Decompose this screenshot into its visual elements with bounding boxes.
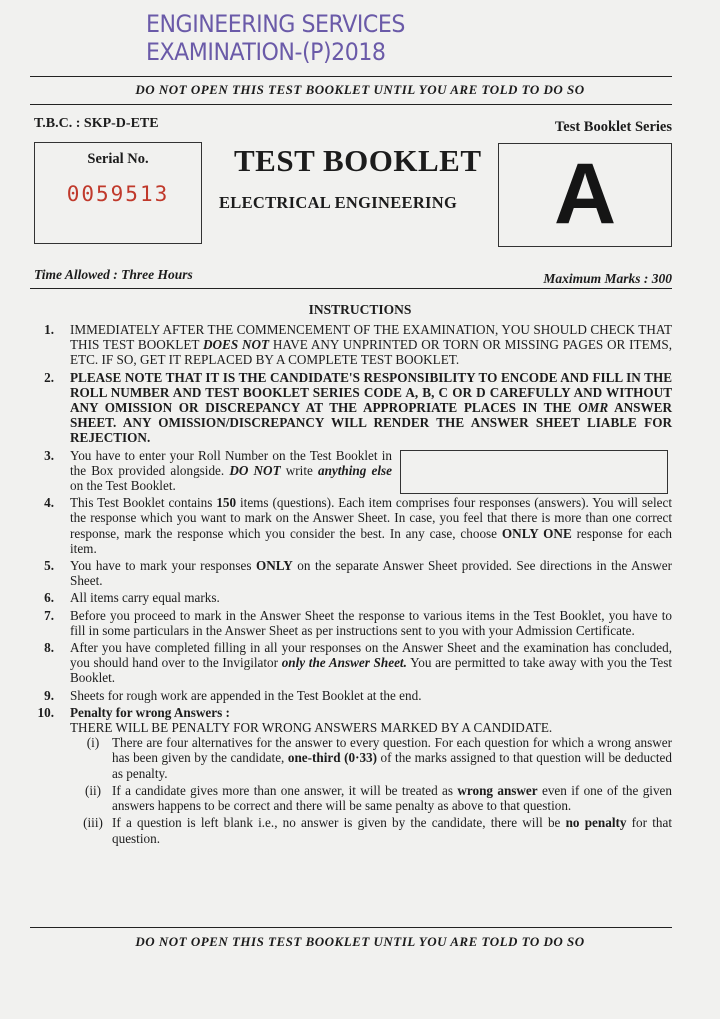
item-text: If a question is left blank i.e., no answer is given by the candidate, there will be	[112, 815, 566, 831]
stamp-line-2: EXAMINATION-(P)2018	[146, 38, 386, 66]
item-number: 10.	[37, 704, 54, 720]
instruction-item	[30, 590, 672, 605]
item-emphasis: ONLY ONE	[501, 525, 572, 541]
series-label: Test Booklet Series	[554, 119, 672, 135]
item-emphasis: anything else	[317, 462, 392, 478]
item-text: on the separate Answer Sheet provided. See directions in the Answer Sheet.	[70, 558, 672, 589]
series-box	[498, 143, 672, 247]
roll-number-box[interactable]	[400, 450, 668, 494]
item-number: 6.	[44, 590, 54, 606]
top-rule	[30, 76, 672, 77]
item-emphasis: one-third (0·33)	[287, 750, 378, 766]
item-text: There are four alternatives for the answer to every question. For each question for which a wrong answer has been given by the candidate,	[112, 735, 672, 766]
subitem-number: (i)	[86, 735, 100, 751]
penalty-subitem	[30, 815, 672, 845]
item-text: PLEASE NOTE THAT IT IS THE CANDIDATE'S RESPONSIBILITY TO ENCODE AND FILL IN THE ROLL NUMBER AND TEST BOOKLET SERIES CODE A, B, C OR D CAREFULLY AND WITHOUT ANY OMISSION OR DISCREPANCY AT THE APPROPRIATE PLACES IN THE	[70, 369, 672, 416]
instruction-item	[30, 322, 672, 368]
subitem-number: (ii)	[84, 782, 102, 798]
booklet-title: TEST BOOKLET	[234, 143, 482, 178]
booklet-subject: ELECTRICAL ENGINEERING	[219, 193, 458, 212]
subitem-number: (iii)	[83, 815, 103, 831]
top-banner: DO NOT OPEN THIS TEST BOOKLET UNTIL YOU ARE TOLD TO DO SO	[135, 82, 585, 97]
exam-stamp	[146, 10, 405, 66]
item-number: 8.	[44, 640, 54, 656]
item-number: 9.	[44, 687, 54, 703]
instructions-heading: INSTRUCTIONS	[308, 302, 412, 317]
item-number: 5.	[44, 558, 54, 574]
series-letter: A	[553, 146, 617, 242]
item-emphasis: no penalty	[565, 815, 627, 831]
item-text: All items carry equal marks.	[70, 590, 220, 606]
item-number: 1.	[44, 322, 54, 337]
item-text: You have to enter your Roll Number on the Test Booklet in the Box provided alongside.	[70, 447, 392, 478]
item-text: even if one of the given answers happens to be correct and there will be same penalty as above to that question.	[112, 782, 672, 814]
instruction-item	[30, 370, 672, 446]
item-text: You have to mark your responses	[70, 558, 256, 574]
item-text: write	[280, 462, 318, 478]
top-rule-lower	[30, 104, 672, 105]
instructions-list	[30, 322, 672, 848]
time-allowed: Time Allowed : Three Hours	[34, 267, 193, 282]
instruction-item	[30, 640, 672, 686]
item-text: Before you proceed to mark in the Answer Sheet the response to various items in the Test Booklet, you have to fill in some particulars in the Answer Sheet as per instructions sent to you with your Admission Certificate.	[70, 607, 672, 638]
instruction-item	[30, 495, 672, 556]
serial-box	[34, 142, 202, 244]
instruction-item	[30, 448, 672, 494]
item-text: This Test Booklet contains	[70, 495, 217, 511]
penalty-intro: THERE WILL BE PENALTY FOR WRONG ANSWERS MARKED BY A CANDIDATE.	[70, 720, 553, 736]
bottom-banner: DO NOT OPEN THIS TEST BOOKLET UNTIL YOU ARE TOLD TO DO SO	[135, 934, 585, 949]
item-text: items (questions). Each item comprises four responses (answers). You will select the response which you want to mark on the Answer Sheet. In case, you feel that there is more than one correct response, mark the response which you consider the best. In any case, choose	[70, 495, 672, 541]
item-emphasis: ONLY	[255, 558, 293, 574]
item-emphasis: DOES NOT	[203, 337, 270, 353]
item-number: 3.	[44, 447, 54, 463]
instruction-item	[30, 705, 672, 735]
penalty-subitem	[30, 783, 672, 813]
item-emphasis: OMR	[578, 400, 609, 416]
item-text: for that question.	[112, 815, 673, 846]
maximum-marks: Maximum Marks : 300	[543, 271, 672, 286]
item-text: After you have completed filling in all your responses on the Answer Sheet and the examination has concluded, you should hand over to the Invigilator	[70, 640, 672, 671]
item-emphasis: only the Answer Sheet.	[281, 655, 407, 671]
item-text: response for each item.	[70, 525, 672, 556]
bottom-rule	[30, 927, 672, 928]
item-text: Sheets for rough work are appended in the Test Booklet at the end.	[70, 687, 422, 703]
meta-rule	[30, 288, 672, 289]
item-number: 2.	[44, 369, 54, 385]
item-text: HAVE ANY UNPRINTED OR TORN OR MISSING PAGES OR ITEMS, ETC. IF SO, GET IT REPLACED BY A COMPLETE TEST BOOKLET.	[70, 337, 673, 368]
serial-label: Serial No.	[87, 151, 149, 167]
tbc-code: T.B.C. : SKP-D-ETE	[34, 116, 159, 131]
item-number: 7.	[44, 607, 54, 623]
serial-number: 0059513	[66, 182, 170, 206]
penalty-heading: Penalty for wrong Answers :	[70, 704, 230, 720]
item-text-block	[70, 448, 392, 494]
item-text: of the marks assigned to that question will be deducted as penalty.	[112, 750, 673, 781]
stamp-line-1: ENGINEERING SERVICES	[146, 10, 405, 38]
item-emphasis: DO NOT	[229, 462, 281, 478]
instruction-item	[30, 558, 672, 588]
item-text: You are permitted to take away with you the Test Booklet.	[70, 655, 672, 686]
item-emphasis: 150	[216, 495, 237, 511]
penalty-subitem	[30, 735, 672, 781]
instruction-item	[30, 688, 672, 703]
item-text: If a candidate gives more than one answer, it will be treated as	[112, 782, 458, 798]
instruction-item	[30, 608, 672, 638]
item-emphasis: wrong answer	[457, 782, 538, 798]
item-text: ANSWER SHEET. ANY OMISSION/DISCREPANCY WILL RENDER THE ANSWER SHEET LIABLE FOR REJECTION.	[70, 400, 672, 446]
item-number: 4.	[44, 495, 54, 511]
item-text: IMMEDIATELY AFTER THE COMMENCEMENT OF THE EXAMINATION, YOU SHOULD CHECK THAT THIS TEST BOOKLET	[70, 322, 672, 353]
item-text: on the Test Booklet.	[70, 478, 176, 494]
